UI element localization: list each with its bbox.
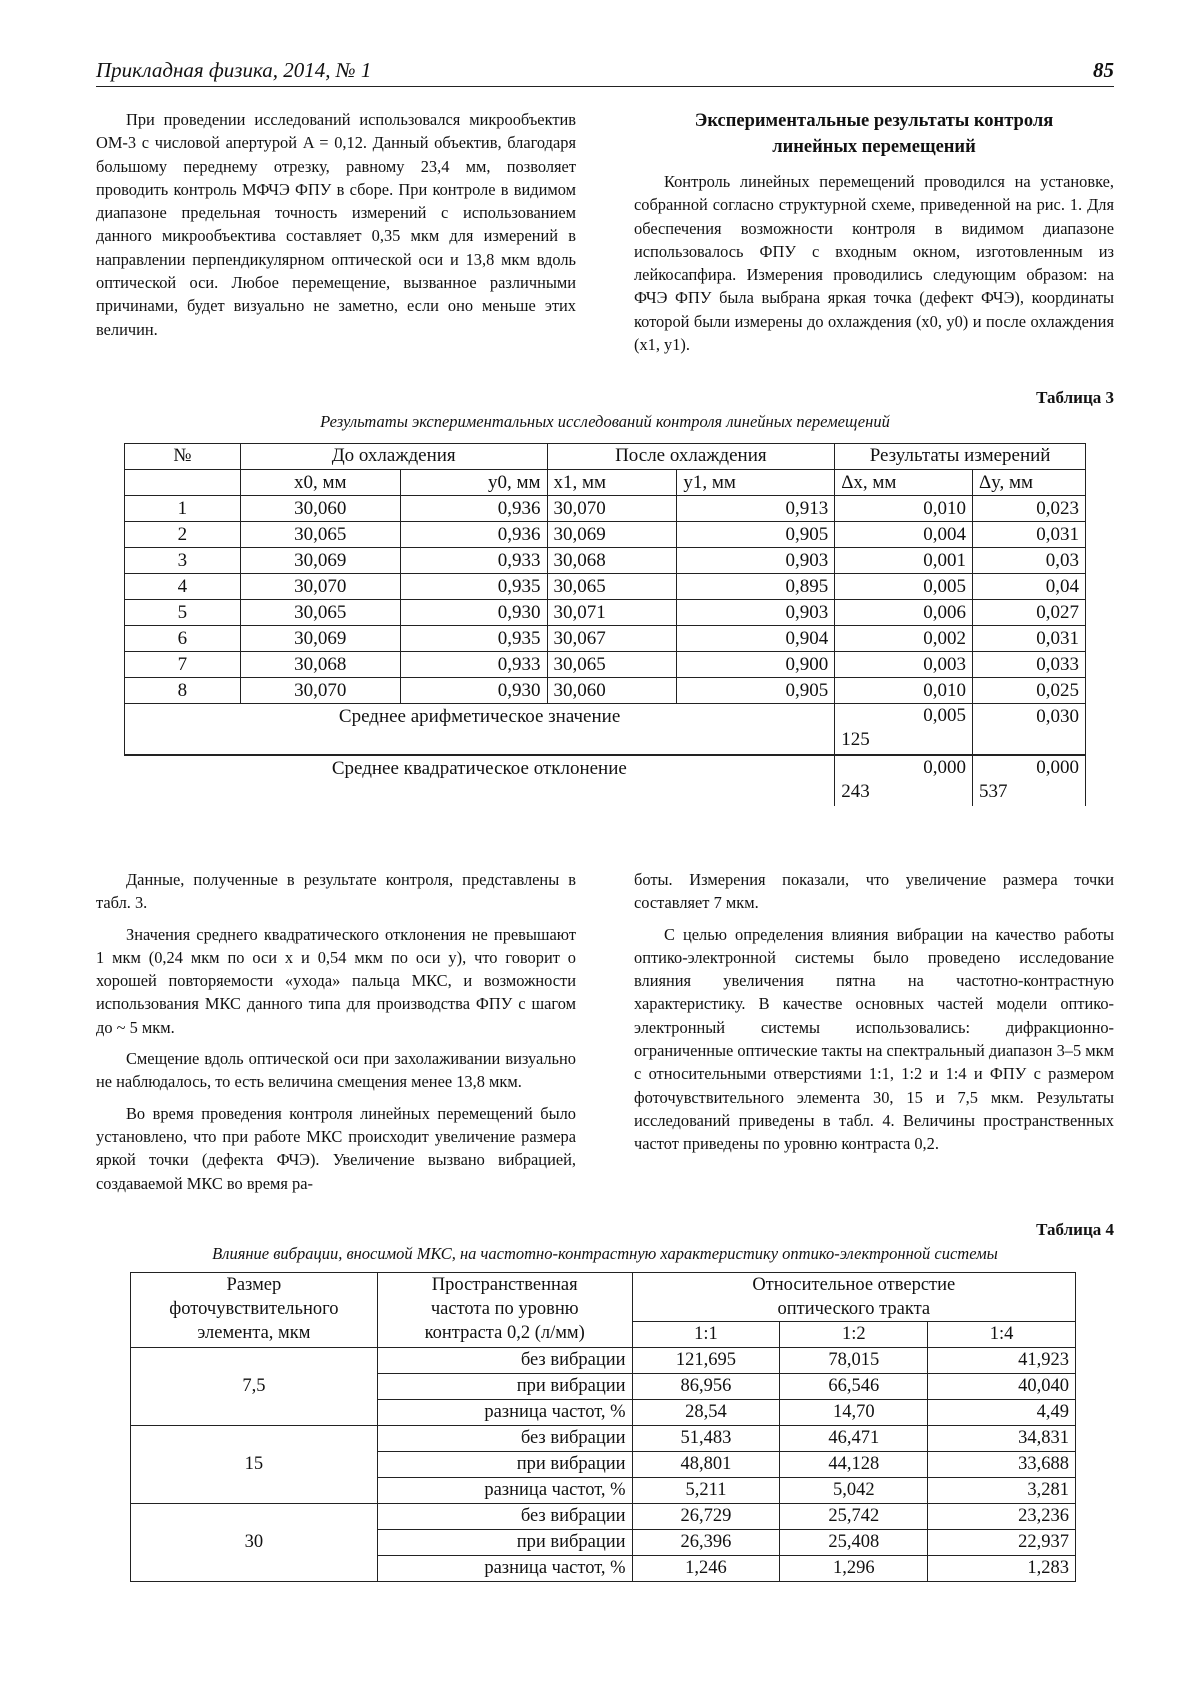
header-line: частота по уровню	[430, 1299, 579, 1319]
table-row	[131, 1504, 1076, 1530]
table-cell: 30,065	[240, 600, 400, 626]
table-cell: 30,069	[240, 626, 400, 652]
table-cell: 30,070	[240, 678, 400, 704]
table-row	[125, 600, 1086, 626]
empty-cell	[125, 470, 241, 496]
table-cell: 0,033	[973, 652, 1086, 678]
table-cell: 5,211	[632, 1478, 780, 1504]
table-cell: 0,004	[835, 522, 973, 548]
table-row	[125, 626, 1086, 652]
table-cell: 30,065	[547, 574, 677, 600]
table4	[130, 1272, 1076, 1582]
table-cell: 2	[125, 522, 241, 548]
table3-mean-dx	[835, 704, 973, 756]
table-cell: 0,002	[835, 626, 973, 652]
table-cell: 0,905	[677, 678, 835, 704]
table-row	[131, 1426, 1076, 1452]
table-cell: 30,065	[547, 652, 677, 678]
table-cell: 66,546	[780, 1374, 928, 1400]
table3-std-row	[125, 755, 1086, 806]
table4-row-label: при вибрации	[377, 1530, 632, 1556]
table-cell: 0,031	[973, 626, 1086, 652]
table4-label: Таблица 4	[1036, 1220, 1114, 1239]
header-line: Пространственная	[431, 1275, 578, 1295]
table-cell: 30,067	[547, 626, 677, 652]
table-cell: 30,069	[547, 522, 677, 548]
table-cell: 0,003	[835, 652, 973, 678]
table-row	[125, 652, 1086, 678]
table4-caption: Влияние вибрации, вносимой МКС, на частотно-контрастную характеристику оптико-электронной системы	[212, 1244, 998, 1263]
table-cell: 78,015	[780, 1348, 928, 1374]
table-cell: 0,04	[973, 574, 1086, 600]
table-cell: 5	[125, 600, 241, 626]
table-cell: 0,933	[400, 548, 547, 574]
table3-std-dy	[973, 755, 1086, 806]
table-cell: 30,065	[240, 522, 400, 548]
table3-sub-dx: Δx, мм	[835, 470, 973, 496]
table-cell: 28,54	[632, 1400, 780, 1426]
table-cell: 40,040	[928, 1374, 1076, 1400]
value-line: 0,000	[1036, 757, 1079, 778]
table-cell: 0,935	[400, 574, 547, 600]
section-title	[634, 108, 1114, 160]
header-line: Относительное отверстие	[752, 1275, 956, 1295]
table-cell: 0,905	[677, 522, 835, 548]
top-right-column	[634, 108, 1114, 356]
table-cell: 30,068	[240, 652, 400, 678]
table4-head-a1: 1:1	[632, 1322, 780, 1348]
table4-size-cell: 7,5	[131, 1348, 378, 1426]
table3-sub-x1: x1, мм	[547, 470, 677, 496]
table3-mean-dy: 0,030	[973, 704, 1086, 756]
table-cell: 0,895	[677, 574, 835, 600]
paragraph: Значения среднего квадратического отклонения не превышают 1 мкм (0,24 мкм по оси x и 0,54 мкм по оси y), что говорит о хорошей повторяемости «ухода» пальца МКС, и возможности использования МКС данного типа для производства ФПУ с шагом до ~ 5 мкм.	[96, 924, 576, 1037]
table-cell: 6	[125, 626, 241, 652]
table-row	[125, 548, 1086, 574]
paragraph: Данные, полученные в результате контроля, представлены в табл. 3.	[96, 870, 576, 913]
table-cell: 25,742	[780, 1504, 928, 1530]
table-cell: 0,903	[677, 600, 835, 626]
table4-size-cell: 15	[131, 1426, 378, 1504]
table-cell: 0,904	[677, 626, 835, 652]
header-line: Размер	[226, 1275, 282, 1295]
value-line: 243	[841, 781, 870, 802]
value-line: 0,000	[923, 757, 967, 778]
table3-sub-x0: x0, мм	[240, 470, 400, 496]
table3-std-label: Среднее квадратическое отклонение	[125, 755, 835, 806]
table-cell: 0,930	[400, 600, 547, 626]
paragraph: Контроль линейных перемещений проводился на установке, собранной согласно структурной схеме, приведенной на рис. 1. Для обеспечения возможности контроля в видимом диапазоне использовалось ФПУ с входным окном, изготовленным из лейкосапфира. Измерения проводились следующим образом: на ФЧЭ ФПУ была выбрана яркая точка (дефект ФЧЭ), координаты которой были измерены до охлаждения (x0, y0) и после охлаждения (x1, y1).	[634, 172, 1114, 355]
table-cell: 14,70	[780, 1400, 928, 1426]
paragraph: При проведении исследований использовался микрообъектив ОМ-3 с числовой апертурой A = 0,12. Данный объектив, благодаря большому переднему отрезку, равному 23,4 мм, позволяет проводить контроль МФЧЭ ФПУ в сборе. При контроле в видимом диапазоне предельная точность измерений с использованием данного микрообъектива составляет 0,35 мкм для измерений в направлении перпендикулярном оптической оси и 13,8 мкм вдоль оптической оси. Любое перемещение, вызванное различными причинами, будет визуально не заметно, если оно меньше этих величин.	[96, 110, 576, 339]
table-cell: 44,128	[780, 1452, 928, 1478]
value-line: 537	[979, 781, 1008, 802]
top-left-column	[96, 108, 576, 341]
paragraph: Во время проведения контроля линейных перемещений было установлено, что при работе МКС происходит увеличение размера яркой точки (дефекта ФЧЭ). Увеличение вызвано вибрацией, создаваемой МКС во время ра-	[96, 1103, 576, 1193]
table-cell: 30,071	[547, 600, 677, 626]
table-cell: 30,060	[547, 678, 677, 704]
table-cell: 0,930	[400, 678, 547, 704]
table3-mean-label: Среднее арифметическое значение	[125, 704, 835, 756]
section-title-line: Экспериментальные результаты контроля	[694, 111, 1054, 131]
table-cell: 121,695	[632, 1348, 780, 1374]
table3-head-num: №	[125, 444, 241, 470]
journal-title: Прикладная физика, 2014, № 1	[96, 58, 372, 82]
table3-head-results: Результаты измерений	[835, 444, 1086, 470]
table-cell: 0,001	[835, 548, 973, 574]
table-cell: 1,283	[928, 1556, 1076, 1582]
table-cell: 1,296	[780, 1556, 928, 1582]
table4-row-label: без вибрации	[377, 1348, 632, 1374]
table-cell: 1	[125, 496, 241, 522]
table-row	[125, 574, 1086, 600]
table-cell: 30,068	[547, 548, 677, 574]
table-cell: 3	[125, 548, 241, 574]
running-header	[96, 56, 1114, 87]
value-line: 0,005	[923, 705, 967, 726]
table3-sub-y0: y0, мм	[400, 470, 547, 496]
paragraph: С целью определения влияния вибрации на качество работы оптико-электронной системы было проведено исследование влияния увеличения пятна на частотно-контрастную характеристику. В качестве основных частей модели оптико-электронный системы использовались: дифракционно-ограниченные оптические такты на спектральный диапазон 3–5 мкм с относительными отверстиями 1:1, 1:2 и 1:4 и ФПУ с размером фоточувствительного элемента 30, 15 и 7,5 мкм. Результаты исследований приведены в табл. 4. Величины пространственных частот приведены по уровню контраста 0,2.	[634, 924, 1114, 1154]
table-cell: 0,010	[835, 496, 973, 522]
table3-head-after: После охлаждения	[547, 444, 835, 470]
table4-row-label: при вибрации	[377, 1374, 632, 1400]
table-cell: 48,801	[632, 1452, 780, 1478]
table-cell: 22,937	[928, 1530, 1076, 1556]
table-cell: 34,831	[928, 1426, 1076, 1452]
table4-head-size	[131, 1273, 378, 1348]
mid-right-column	[634, 868, 1114, 1156]
table3-subheader	[125, 470, 1086, 496]
table-cell: 1,246	[632, 1556, 780, 1582]
table-row	[125, 522, 1086, 548]
table-cell: 0,935	[400, 626, 547, 652]
table3-head-before: До охлаждения	[240, 444, 547, 470]
header-line: элемента, мкм	[197, 1323, 311, 1343]
table-cell: 0,005	[835, 574, 973, 600]
table-cell: 30,070	[547, 496, 677, 522]
table4-head-a2: 1:2	[780, 1322, 928, 1348]
table4-row-label: при вибрации	[377, 1452, 632, 1478]
table-cell: 41,923	[928, 1348, 1076, 1374]
table3-label: Таблица 3	[1036, 388, 1114, 407]
paragraph: боты. Измерения показали, что увеличение размера точки составляет 7 мкм.	[634, 870, 1114, 913]
table-cell: 3,281	[928, 1478, 1076, 1504]
table3-mean-row	[125, 704, 1086, 756]
table-cell: 30,069	[240, 548, 400, 574]
table-cell: 0,006	[835, 600, 973, 626]
page-number: 85	[1093, 58, 1114, 82]
table-cell: 0,031	[973, 522, 1086, 548]
section-title-line: линейных перемещений	[772, 137, 976, 157]
table-cell: 26,729	[632, 1504, 780, 1530]
table3-std-dx	[835, 755, 973, 806]
table-cell: 5,042	[780, 1478, 928, 1504]
table-cell: 4,49	[928, 1400, 1076, 1426]
table-cell: 0,933	[400, 652, 547, 678]
table-cell: 0,025	[973, 678, 1086, 704]
table4-head-a3: 1:4	[928, 1322, 1076, 1348]
table4-row-label: без вибрации	[377, 1426, 632, 1452]
table3-sub-y1: y1, мм	[677, 470, 835, 496]
value-line: 125	[841, 729, 870, 750]
table-cell: 0,936	[400, 496, 547, 522]
table4-row-label: разница частот, %	[377, 1478, 632, 1504]
table-cell: 0,936	[400, 522, 547, 548]
table-row	[125, 496, 1086, 522]
header-line: оптического тракта	[777, 1299, 931, 1319]
table-cell: 0,023	[973, 496, 1086, 522]
mid-left-column	[96, 868, 576, 1195]
table4-size-cell: 30	[131, 1504, 378, 1582]
header-line: фоточувствительного	[169, 1299, 339, 1319]
table3	[124, 443, 1086, 806]
table-cell: 0,03	[973, 548, 1086, 574]
table-cell: 8	[125, 678, 241, 704]
table3-caption: Результаты экспериментальных исследований контроля линейных перемещений	[320, 412, 890, 431]
table-cell: 23,236	[928, 1504, 1076, 1530]
table-cell: 51,483	[632, 1426, 780, 1452]
table-cell: 26,396	[632, 1530, 780, 1556]
table-cell: 86,956	[632, 1374, 780, 1400]
table-cell: 4	[125, 574, 241, 600]
table-cell: 0,903	[677, 548, 835, 574]
table4-row-label: разница частот, %	[377, 1400, 632, 1426]
table3-sub-dy: Δy, мм	[973, 470, 1086, 496]
table-cell: 30,060	[240, 496, 400, 522]
table-cell: 46,471	[780, 1426, 928, 1452]
table4-row-label: разница частот, %	[377, 1556, 632, 1582]
table-cell: 0,900	[677, 652, 835, 678]
header-line: контраста 0,2 (л/мм)	[424, 1323, 585, 1343]
table-cell: 0,010	[835, 678, 973, 704]
table-cell: 0,027	[973, 600, 1086, 626]
table4-head-freq	[377, 1273, 632, 1348]
table-row	[125, 678, 1086, 704]
table-cell: 30,070	[240, 574, 400, 600]
table4-row-label: без вибрации	[377, 1504, 632, 1530]
table-cell: 7	[125, 652, 241, 678]
table-cell: 0,913	[677, 496, 835, 522]
paragraph: Смещение вдоль оптической оси при захолаживании визуально не наблюдалось, то есть величина смещения менее 13,8 мкм.	[96, 1049, 576, 1092]
table4-head-aperture	[632, 1273, 1075, 1322]
table-row	[131, 1348, 1076, 1374]
table-cell: 25,408	[780, 1530, 928, 1556]
table-cell: 33,688	[928, 1452, 1076, 1478]
